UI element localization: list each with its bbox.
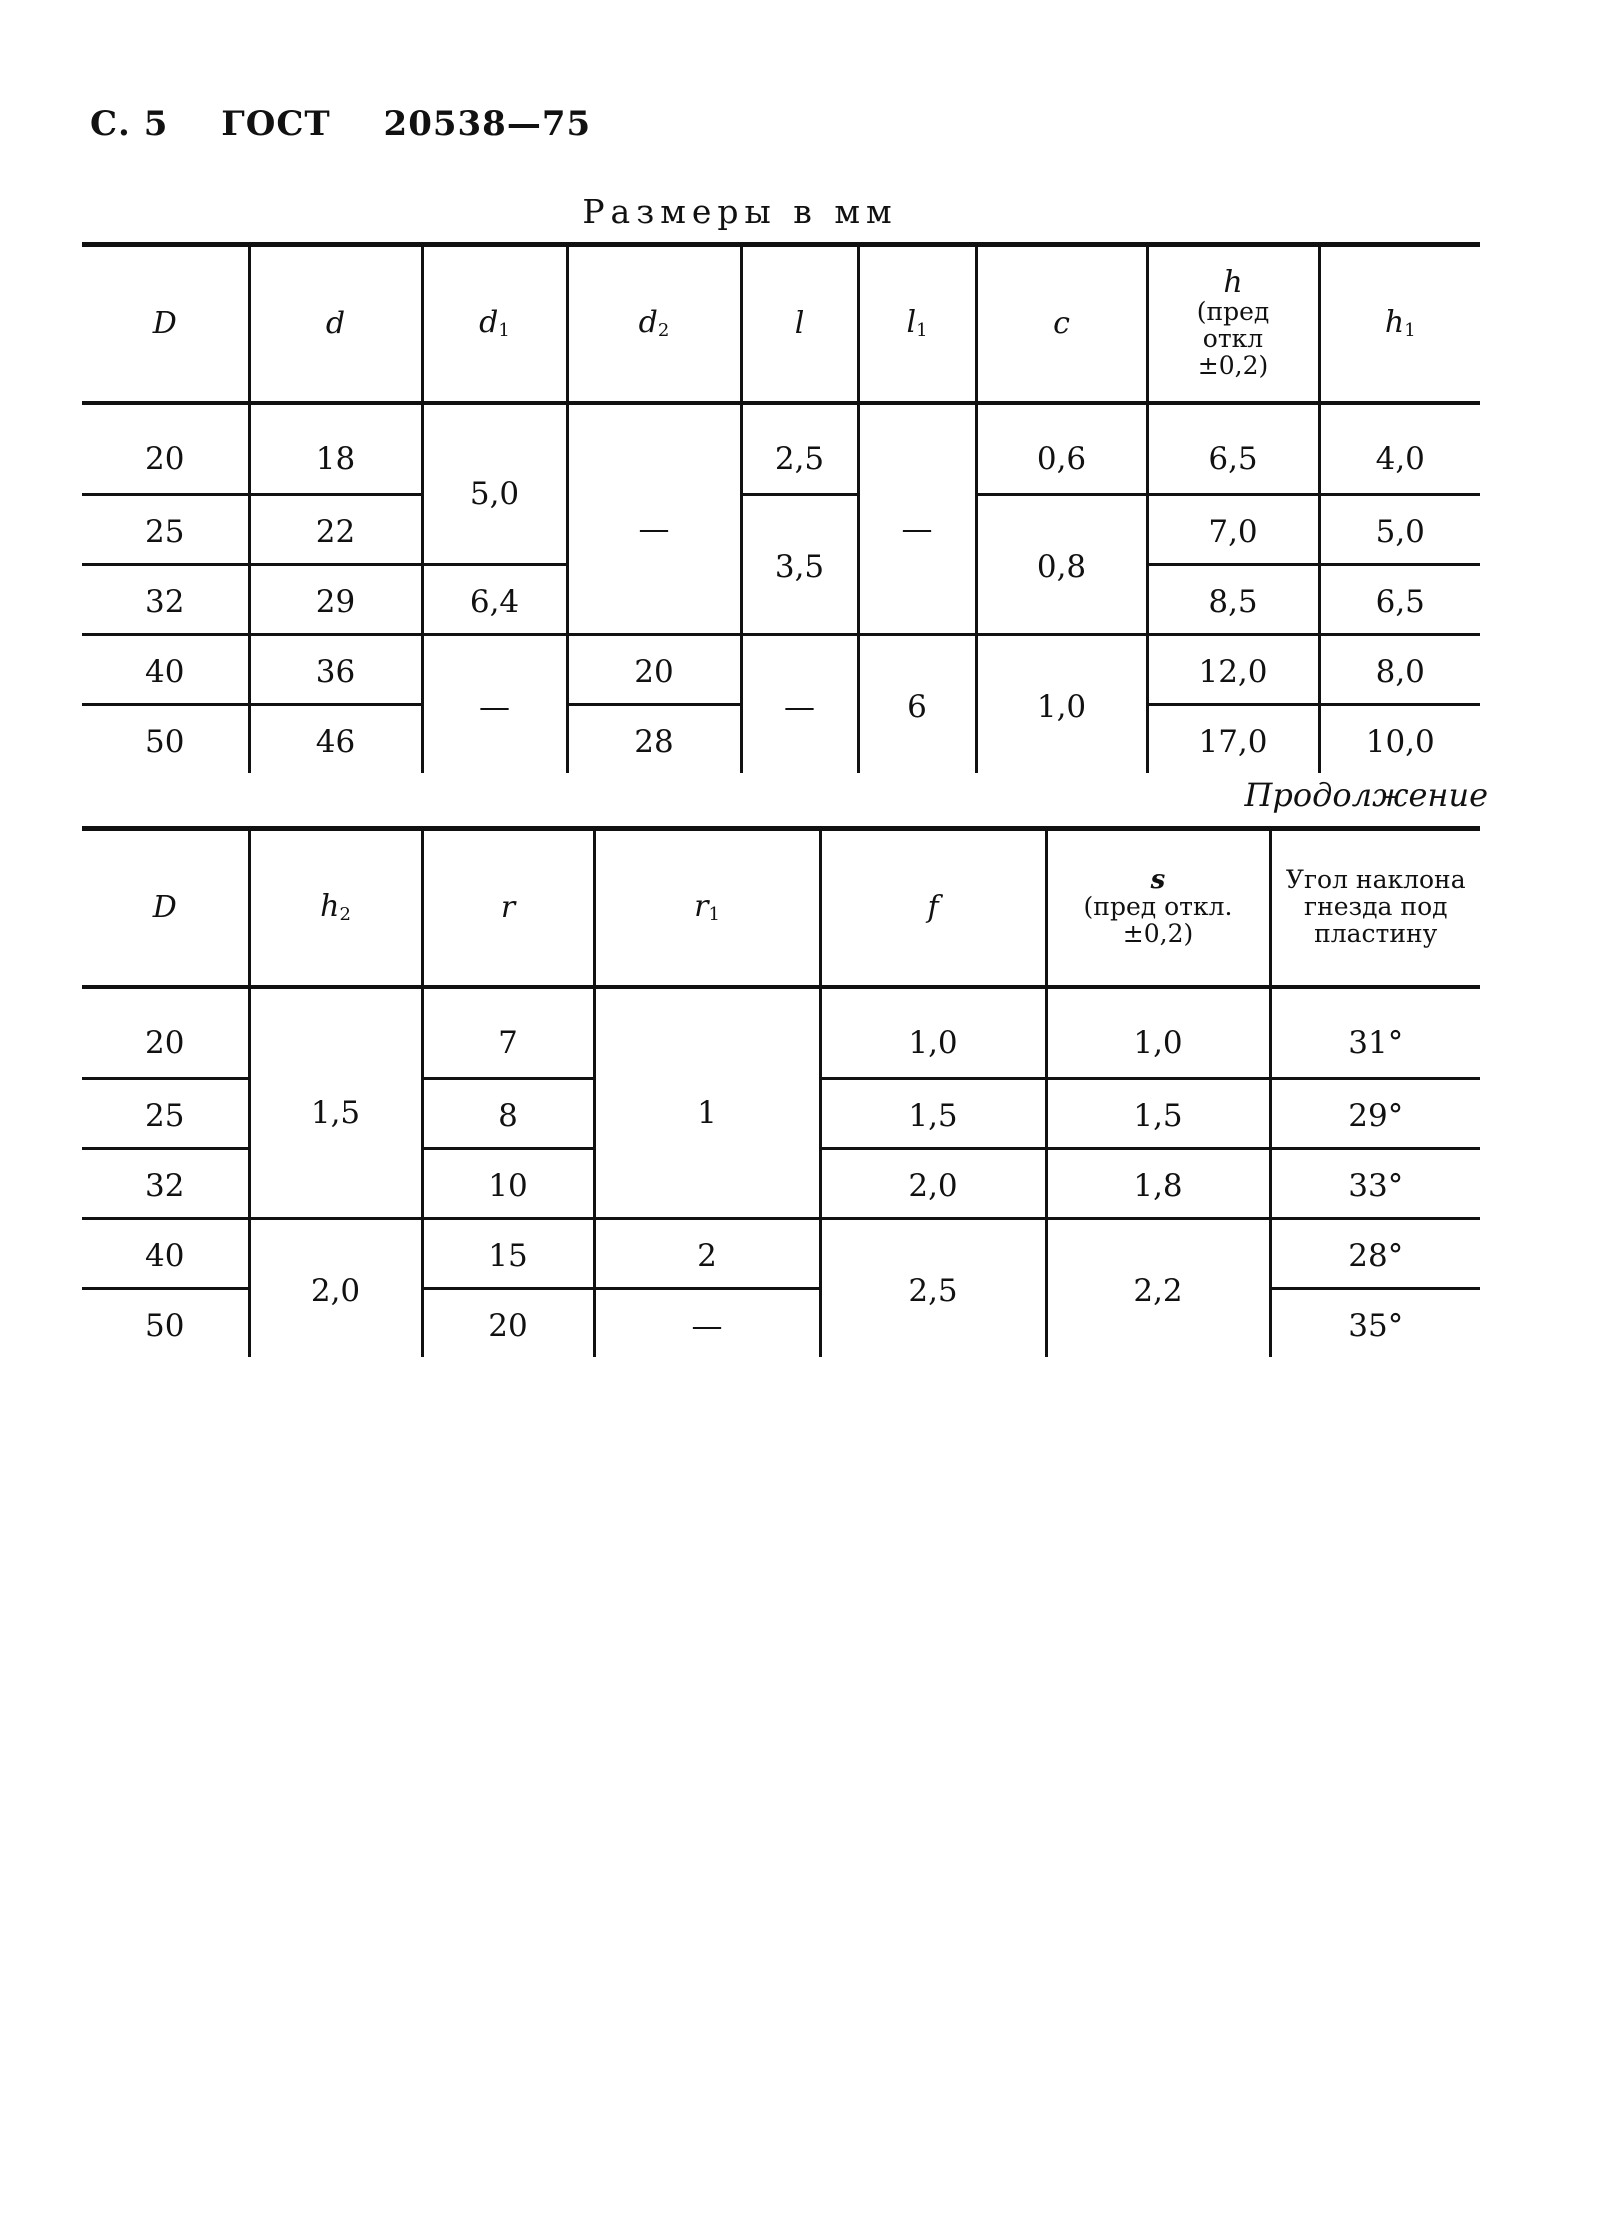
- cell-r: 7: [422, 987, 594, 1079]
- dimensions-table: [82, 242, 1480, 773]
- header-angle: Угол наклона гнезда под пластину: [1270, 829, 1480, 987]
- cell-r1: —: [594, 1288, 820, 1357]
- header-D: D: [82, 245, 249, 403]
- cell-d2: 28: [567, 704, 741, 773]
- cell-l: —: [741, 634, 858, 773]
- cell-D: 32: [82, 1148, 249, 1218]
- cell-angle: 33°: [1270, 1148, 1480, 1218]
- header-c: c: [976, 245, 1147, 403]
- cell-d2: —: [567, 403, 741, 635]
- cell-h: 7,0: [1147, 494, 1319, 564]
- cell-d1: —: [422, 634, 567, 773]
- header-r: r: [422, 829, 594, 987]
- cell-r1: 2: [594, 1218, 820, 1288]
- cell-D: 50: [82, 1288, 249, 1357]
- cell-h1: 5,0: [1319, 494, 1480, 564]
- cell-D: 20: [82, 987, 249, 1079]
- cell-d: 36: [249, 634, 422, 704]
- cell-l: 3,5: [741, 494, 858, 634]
- header-f: f: [820, 829, 1046, 987]
- header-l: l: [741, 245, 858, 403]
- header-l1: $l_1$: [858, 245, 976, 403]
- cell-d: 29: [249, 564, 422, 634]
- cell-h2: 2,0: [249, 1218, 422, 1357]
- header-d2: $d_2$: [567, 245, 741, 403]
- cell-d1: 6,4: [422, 564, 567, 634]
- table-row: [82, 634, 1480, 704]
- cell-h1: 6,5: [1319, 564, 1480, 634]
- cell-D: 20: [82, 403, 249, 495]
- cell-angle: 28°: [1270, 1218, 1480, 1288]
- cell-angle: 29°: [1270, 1078, 1480, 1148]
- cell-l1: 6: [858, 634, 976, 773]
- table-row: [82, 403, 1480, 495]
- running-head: [90, 104, 631, 144]
- cell-l1: —: [858, 403, 976, 635]
- standard-label: ГОСТ: [221, 104, 331, 144]
- cell-r: 15: [422, 1218, 594, 1288]
- continuation-table: [82, 826, 1480, 1357]
- cell-d: 22: [249, 494, 422, 564]
- table-row: [82, 494, 1480, 564]
- cell-h1: 4,0: [1319, 403, 1480, 495]
- cell-c: 0,8: [976, 494, 1147, 634]
- cell-D: 40: [82, 634, 249, 704]
- page-number: С. 5: [90, 104, 169, 144]
- cell-D: 40: [82, 1218, 249, 1288]
- cell-h1: 8,0: [1319, 634, 1480, 704]
- cell-angle: 35°: [1270, 1288, 1480, 1357]
- cell-s: 1,8: [1046, 1148, 1270, 1218]
- cell-s: 1,5: [1046, 1078, 1270, 1148]
- table-header-row: [82, 829, 1480, 987]
- cell-h1: 10,0: [1319, 704, 1480, 773]
- header-h1: $h_1$: [1319, 245, 1480, 403]
- cell-r: 20: [422, 1288, 594, 1357]
- table-header-row: [82, 245, 1480, 403]
- cell-h: 8,5: [1147, 564, 1319, 634]
- standard-number: 20538—75: [383, 104, 592, 144]
- cell-d1: 5,0: [422, 403, 567, 565]
- cell-f: 2,5: [820, 1218, 1046, 1357]
- cell-r: 8: [422, 1078, 594, 1148]
- header-h2: $h_2$: [249, 829, 422, 987]
- header-d1: $d_1$: [422, 245, 567, 403]
- cell-h: 6,5: [1147, 403, 1319, 495]
- header-s: s (пред откл. ±0,2): [1046, 829, 1270, 987]
- cell-h: 12,0: [1147, 634, 1319, 704]
- cell-c: 1,0: [976, 634, 1147, 773]
- cell-f: 1,0: [820, 987, 1046, 1079]
- cell-D: 50: [82, 704, 249, 773]
- cell-D: 25: [82, 1078, 249, 1148]
- header-D: D: [82, 829, 249, 987]
- cell-D: 25: [82, 494, 249, 564]
- cell-s: 2,2: [1046, 1218, 1270, 1357]
- cell-d: 46: [249, 704, 422, 773]
- table-row: [82, 1218, 1480, 1288]
- cell-f: 1,5: [820, 1078, 1046, 1148]
- cell-d: 18: [249, 403, 422, 495]
- cell-angle: 31°: [1270, 987, 1480, 1079]
- cell-h2: 1,5: [249, 987, 422, 1219]
- cell-s: 1,0: [1046, 987, 1270, 1079]
- header-h: h (пред откл ±0,2): [1147, 245, 1319, 403]
- cell-d2: 20: [567, 634, 741, 704]
- cell-f: 2,0: [820, 1148, 1046, 1218]
- cell-r: 10: [422, 1148, 594, 1218]
- cell-D: 32: [82, 564, 249, 634]
- cell-h: 17,0: [1147, 704, 1319, 773]
- cell-l: 2,5: [741, 403, 858, 495]
- units-caption: Размеры в мм: [582, 192, 898, 231]
- table-row: [82, 987, 1480, 1079]
- cell-c: 0,6: [976, 403, 1147, 495]
- cell-r1: 1: [594, 987, 820, 1219]
- header-r1: $r_1$: [594, 829, 820, 987]
- header-d: d: [249, 245, 422, 403]
- continuation-label: Продолжение: [1244, 776, 1488, 814]
